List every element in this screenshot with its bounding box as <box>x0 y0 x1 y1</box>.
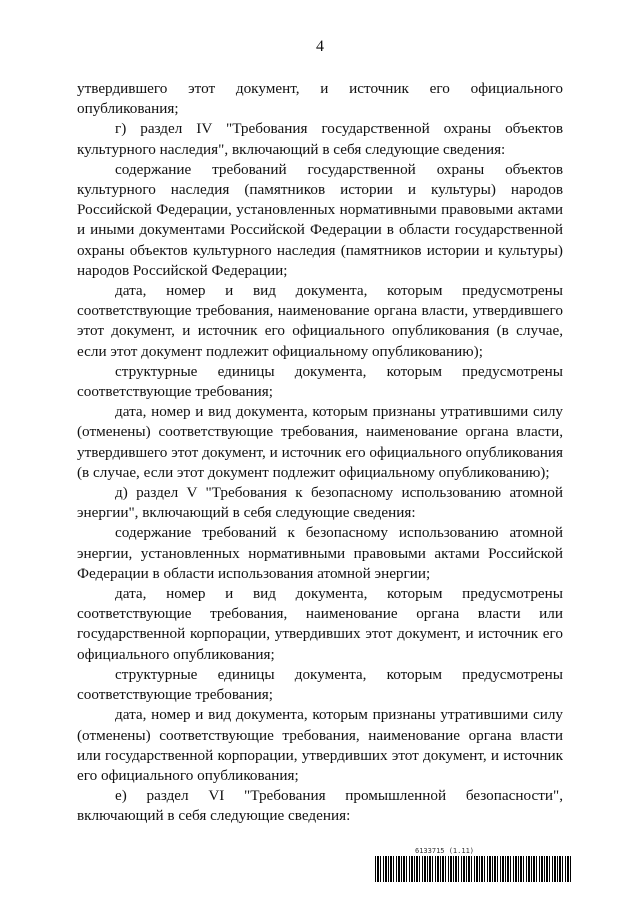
paragraph: г) раздел IV "Требования государственной охраны объектов культурного наследия", включающий в себя следующие сведения: <box>77 120 563 158</box>
paragraph: содержание требований к безопасному использованию атомной энергии, установленных нормативными правовыми актами Российской Федерации в области использования атомной энергии; <box>77 524 563 582</box>
page-number: 4 <box>316 38 324 55</box>
paragraph: утвердившего этот документ, и источник его официального опубликования; <box>77 80 563 118</box>
document-code: 6133715 (1.11) <box>415 847 475 855</box>
paragraph: дата, номер и вид документа, которым признаны утратившими силу (отменены) соответствующие требования, наименование органа власти, утвердившего этот документ, и источник его официального опубликования (в случае, если этот документ подлежит официальному опубликованию); <box>77 403 563 481</box>
paragraph: дата, номер и вид документа, которым признаны утратившими силу (отменены) соответствующие требования, наименование органа власти или государственной корпорации, утвердивших этот документ, и источник его официального опубликования; <box>77 706 563 784</box>
barcode <box>375 856 572 882</box>
paragraph: структурные единицы документа, которым предусмотрены соответствующие требования; <box>77 362 563 401</box>
paragraph: дата, номер и вид документа, которым предусмотрены соответствующие требования, наименование органа власти или государственной корпорации, утвердивших этот документ, и источник его официального опубликования; <box>77 585 563 663</box>
paragraph: содержание требований государственной охраны объектов культурного наследия (памятников истории и культуры) народов Российской Федерации, установленных нормативными правовыми актами и иными документами Российской Федерации в области государственной охраны объектов культурного наследия (памятников истории и культуры) народов Российской Федерации; <box>77 160 563 279</box>
document-body <box>77 79 563 827</box>
paragraph: е) раздел VI "Требования промышленной безопасности", включающий в себя следующие сведения: <box>77 787 563 825</box>
paragraph: дата, номер и вид документа, которым предусмотрены соответствующие требования, наименование органа власти, утвердившего этот документ, и источник его официального опубликования (в случае, если этот документ подлежит официальному опубликованию); <box>77 282 563 360</box>
paragraph: структурные единицы документа, которым предусмотрены соответствующие требования; <box>77 665 563 704</box>
paragraph: д) раздел V "Требования к безопасному использованию атомной энергии", включающий в себя следующие сведения: <box>77 484 563 522</box>
